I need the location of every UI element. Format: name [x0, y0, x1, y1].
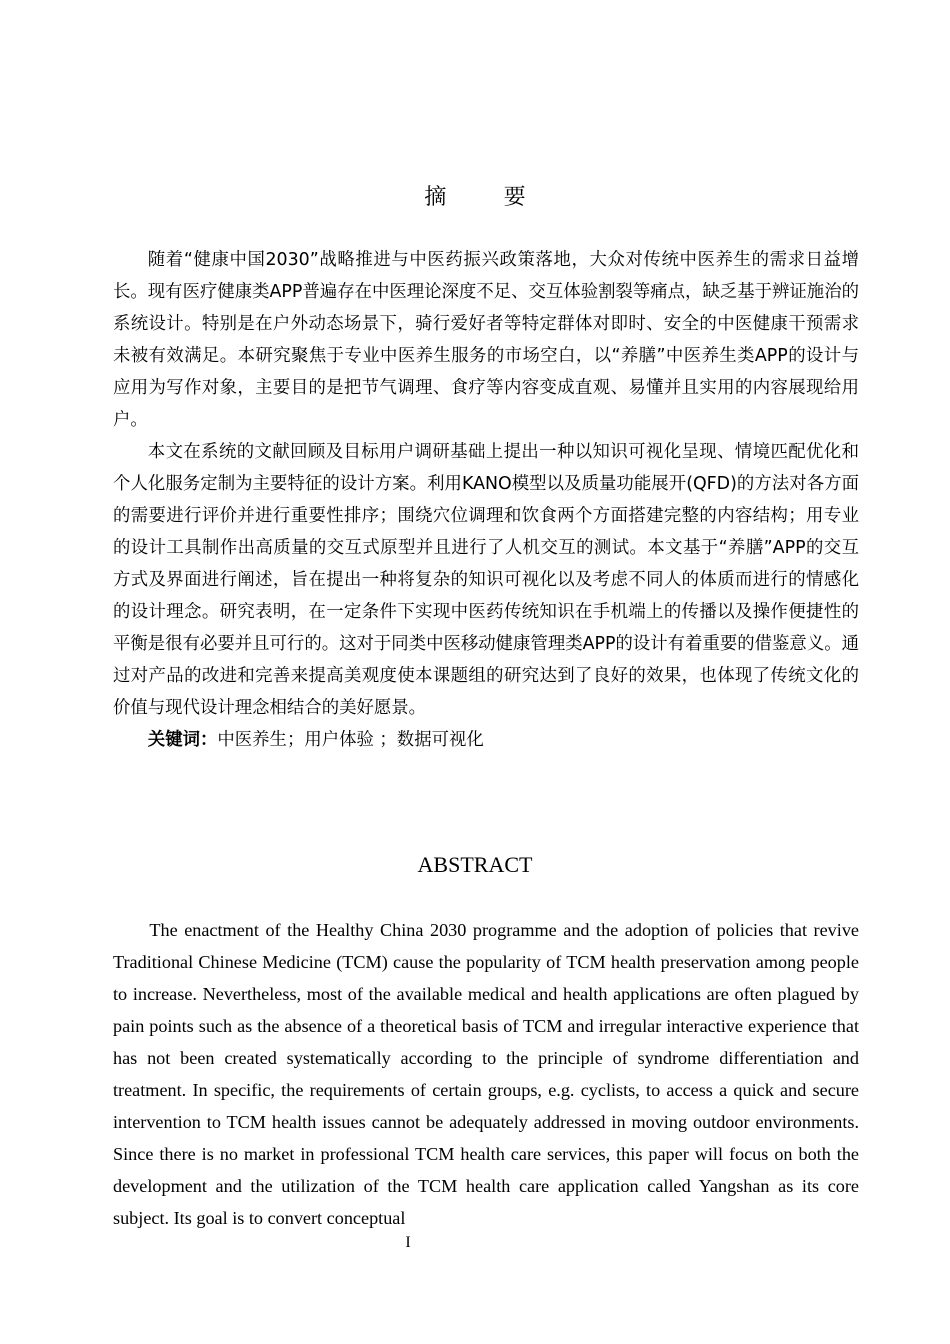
keywords-text: 中医养生；用户体验 ；数据可视化: [217, 730, 484, 750]
chinese-abstract-body: [113, 244, 859, 756]
page-number: I: [405, 1234, 411, 1251]
chinese-abstract-title: 摘 要: [424, 185, 544, 210]
chinese-paragraph-1: 随着“健康中国2030”战略推进与中医药振兴政策落地，大众对传统中医养生的需求日益增长。现有医疗健康类APP普遍存在中医理论深度不足、交互体验割裂等痛点，缺乏基于辨证施治的系统设计。特别是在户外动态场景下，骑行爱好者等特定群体对即时、安全的中医健康干预需求未被有效满足。本研究聚焦于专业中医养生服务的市场空白，以“养膳”中医养生类APP的设计与应用为写作对象，主要目的是把节气调理、食疗等内容变成直观、易懂并且实用的内容展现给用户。: [113, 250, 859, 430]
english-paragraph-1: The enactment of the Healthy China 2030 programme and the adoption of policies that revive Traditional Chinese Medicine (TCM) cause the popularity of TCM health preservation among people to increase. Nevertheless, most of the available medical and health applications are often plagued by pain points such as the absence of a theoretical basis of TCM and irregular interactive experience that has not been created systematically according to the principle of syndrome differentiation and treatment. In specific, the requirements of certain groups, e.g. cyclists, to access a quick and secure intervention to TCM health issues cannot be adequately addressed in moving outdoor environments. Since there is no market in professional TCM health care services, this paper will focus on both the development and the utilization of the TCM health care application called Yangshan as its core subject. Its goal is to convert conceptual: [113, 920, 859, 1228]
english-abstract-body: [113, 914, 859, 1234]
chinese-paragraph-2: 本文在系统的文献回顾及目标用户调研基础上提出一种以知识可视化呈现、情境匹配优化和个人化服务定制为主要特征的设计方案。利用KANO模型以及质量功能展开(QFD)的方法对各方面的需要进行评价并进行重要性排序；围绕穴位调理和饮食两个方面搭建完整的内容结构；用专业的设计工具制作出高质量的交互式原型并且进行了人机交互的测试。本文基于“养膳”APP的交互方式及界面进行阐述，旨在提出一种将复杂的知识可视化以及考虑不同人的体质而进行的情感化的设计理念。研究表明，在一定条件下实现中医药传统知识在手机端上的传播以及操作便捷性的平衡是很有必要并且可行的。这对于同类中医移动健康管理类APP的设计有着重要的借鉴意义。通过对产品的改进和完善来提高美观度使本课题组的研究达到了良好的效果，也体现了传统文化的价值与现代设计理念相结合的美好愿景。: [113, 442, 860, 718]
english-abstract-title: ABSTRACT: [417, 852, 533, 877]
keywords-label: 关键词：: [147, 730, 218, 750]
keywords-line: [113, 724, 859, 756]
